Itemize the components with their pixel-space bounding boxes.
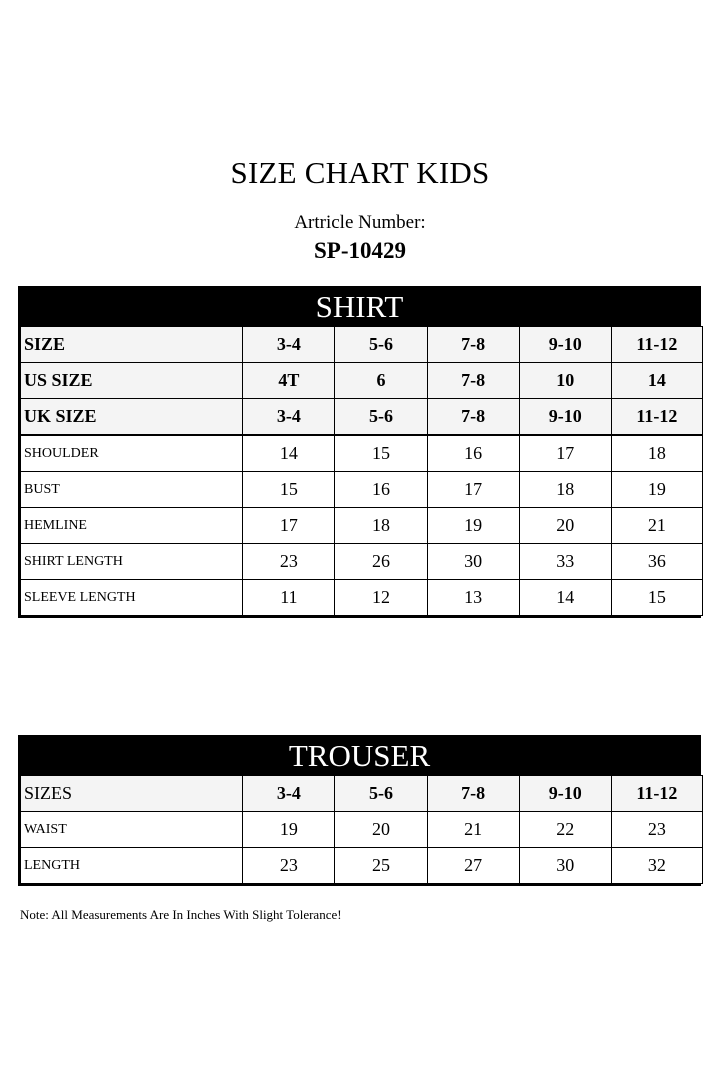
table-cell: 18 [611,435,702,472]
table-cell: 22 [519,812,611,848]
table-cell: 15 [611,580,702,616]
table-cell: 32 [611,848,702,884]
table-cell: 16 [335,472,427,508]
table-row [21,472,703,508]
table-cell: 17 [427,472,519,508]
shirt-us-size-row [21,363,703,399]
table-cell: 19 [427,508,519,544]
table-cell: 20 [519,508,611,544]
shirt-table [20,326,703,616]
row-label: UK SIZE [21,399,243,436]
table-cell: 20 [335,812,427,848]
row-label: SLEEVE LENGTH [21,580,243,616]
table-cell: 14 [243,435,335,472]
table-cell: 26 [335,544,427,580]
table-row [21,544,703,580]
measurement-note: Note: All Measurements Are In Inches With Slight Tolerance! [20,907,342,922]
table-cell: 4T [243,363,335,399]
table-cell: 25 [335,848,427,884]
table-cell: 7-8 [427,327,519,363]
article-number-label: Artricle Number: [294,212,426,233]
row-label: WAIST [21,812,243,848]
table-row [21,435,703,472]
table-cell: 6 [335,363,427,399]
table-cell: 13 [427,580,519,616]
trouser-sizes-row [21,776,703,812]
table-row [21,508,703,544]
table-cell: 12 [335,580,427,616]
table-cell: 18 [519,472,611,508]
shirt-size-chart [18,286,701,618]
table-cell: 5-6 [335,327,427,363]
row-label: US SIZE [21,363,243,399]
table-cell: 11 [243,580,335,616]
table-cell: 19 [243,812,335,848]
table-cell: 21 [611,508,702,544]
table-cell: 7-8 [427,363,519,399]
table-cell: 36 [611,544,702,580]
shirt-uk-size-row [21,399,703,436]
table-cell: 21 [427,812,519,848]
table-row [21,812,703,848]
table-cell: 17 [519,435,611,472]
table-cell: 15 [243,472,335,508]
table-cell: 5-6 [335,399,427,436]
table-cell: 27 [427,848,519,884]
table-cell: 11-12 [611,327,702,363]
trouser-table-frame [18,775,701,886]
table-cell: 11-12 [611,399,702,436]
row-label: BUST [21,472,243,508]
page-title: SIZE CHART KIDS [230,155,490,190]
table-cell: 7-8 [427,776,519,812]
table-cell: 14 [611,363,702,399]
table-cell: 19 [611,472,702,508]
table-cell: 9-10 [519,399,611,436]
table-cell: 10 [519,363,611,399]
shirt-size-row [21,327,703,363]
table-cell: 9-10 [519,776,611,812]
table-cell: 33 [519,544,611,580]
table-cell: 30 [427,544,519,580]
table-cell: 7-8 [427,399,519,436]
row-label: SHOULDER [21,435,243,472]
article-number: SP-10429 [314,238,406,263]
table-cell: 3-4 [243,327,335,363]
trouser-size-chart [18,735,701,886]
trouser-table [20,775,703,884]
row-label: SHIRT LENGTH [21,544,243,580]
table-cell: 9-10 [519,327,611,363]
table-row [21,580,703,616]
table-row [21,848,703,884]
row-label: LENGTH [21,848,243,884]
table-cell: 15 [335,435,427,472]
table-cell: 3-4 [243,776,335,812]
table-cell: 11-12 [611,776,702,812]
table-cell: 30 [519,848,611,884]
shirt-banner: SHIRT [18,286,701,326]
table-cell: 23 [243,544,335,580]
table-cell: 17 [243,508,335,544]
table-cell: 14 [519,580,611,616]
trouser-banner: TROUSER [18,735,701,775]
shirt-table-frame [18,326,701,618]
table-cell: 5-6 [335,776,427,812]
table-cell: 16 [427,435,519,472]
table-cell: 3-4 [243,399,335,436]
row-label: HEMLINE [21,508,243,544]
table-cell: 23 [243,848,335,884]
row-label: SIZES [21,776,243,812]
table-cell: 18 [335,508,427,544]
row-label: SIZE [21,327,243,363]
table-cell: 23 [611,812,702,848]
